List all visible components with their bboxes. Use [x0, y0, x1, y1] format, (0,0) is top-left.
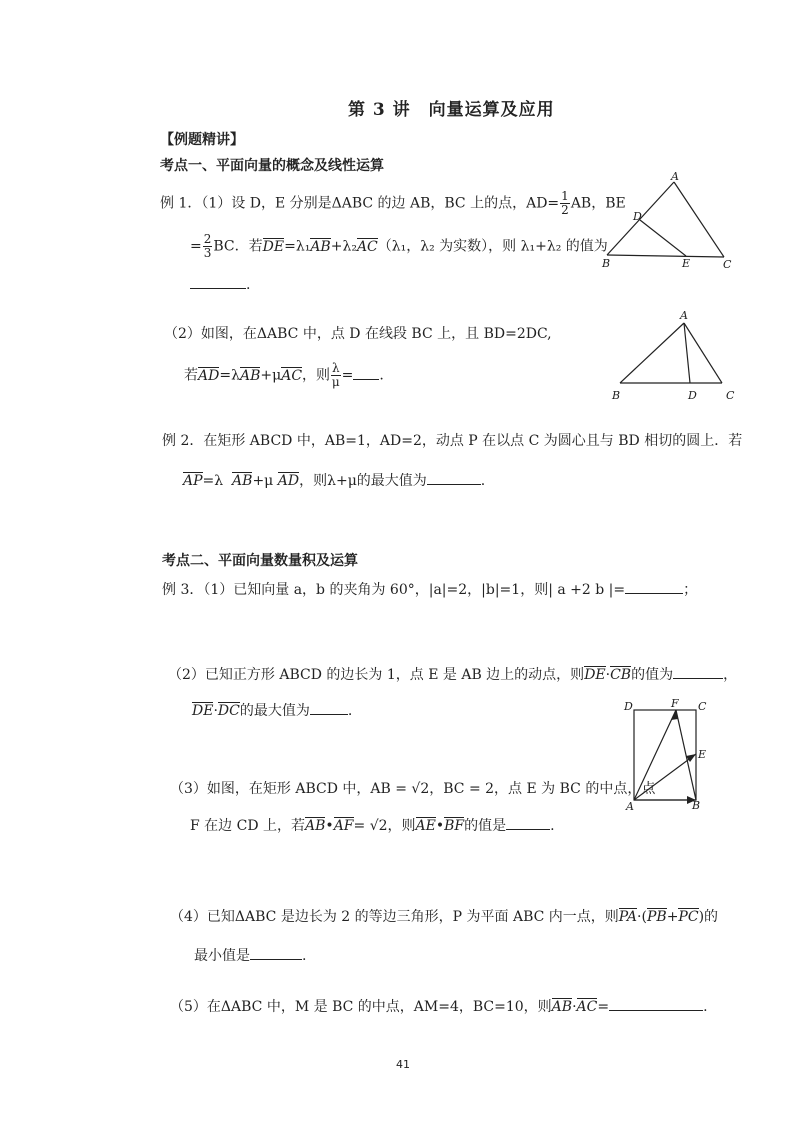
- dot-operator: •: [325, 818, 334, 834]
- vector-AC: AC: [356, 238, 378, 255]
- example-3-4-line-2: [194, 945, 306, 965]
- then-text: ，则: [302, 367, 331, 384]
- example-3-3-line-2: [190, 815, 555, 835]
- ex3-4-text: （4）已知ΔABC 是边长为 2 的等边三角形，P 为平面 ABC 内一点，则: [170, 909, 619, 925]
- fraction-lambda-over-mu: [331, 362, 341, 389]
- period: .: [480, 473, 486, 489]
- comma: ，: [723, 667, 738, 683]
- ex3-5-text: （5）在ΔABC 中，M 是 BC 的中点，AM=4，BC=10，则: [170, 999, 552, 1015]
- dot-operator: •: [435, 818, 445, 834]
- eq-lambda1: =λ₁: [284, 238, 311, 255]
- answer-blank: [609, 998, 703, 1011]
- ex3-3-pre: F 在边 CD 上，若: [190, 818, 306, 834]
- frac-num: λ: [332, 361, 340, 375]
- example-3-2-line-2: [192, 700, 352, 720]
- fig2-label-A: A: [680, 309, 688, 322]
- vector-AB: AB: [232, 473, 253, 489]
- ex3-1-text: 例 3．（1）已知向量 a，b 的夹角为 60°，|a|=2，|b|=1，则| a +2 b |=: [162, 582, 626, 598]
- fig3-label-F: F: [671, 697, 679, 710]
- ex3-2-mid: 的值为: [631, 667, 674, 683]
- vector-DC: DC: [217, 703, 240, 719]
- ex1-1-line2-tail: （λ₁，λ₂ 为实数），则 λ₁+λ₂ 的值为: [377, 238, 608, 255]
- vector-AE: AE: [415, 818, 436, 834]
- fig2-label-D: D: [688, 389, 697, 402]
- vector-DE: DE: [192, 703, 214, 719]
- vector-DE: DE: [262, 238, 285, 255]
- fig1-label-C: C: [723, 258, 732, 270]
- fig3-label-C: C: [698, 700, 707, 713]
- frac-num: 2: [203, 232, 212, 246]
- fig1-label-A: A: [671, 170, 679, 183]
- vector-AB: AB: [239, 367, 261, 384]
- ex3-2-text: （2）已知正方形 ABCD 的边长为 1，点 E 是 AB 边上的动点，则: [168, 667, 585, 683]
- fig3-label-E: E: [698, 748, 707, 761]
- fraction-two-thirds: [203, 233, 213, 260]
- ex1-1-label: 例 1．（1）设 D，E 分别是ΔABC 的边 AB，BC 上的点，AD=: [160, 195, 560, 212]
- fig1-label-B: B: [602, 257, 611, 270]
- example-3-2-line-1: [168, 664, 737, 684]
- period: .: [246, 277, 251, 293]
- ex3-4-line2: 最小值是: [194, 948, 250, 964]
- vector-AD: AD: [198, 367, 220, 384]
- fig1-side-AC: [674, 182, 724, 257]
- answer-blank: [673, 666, 723, 679]
- ex3-2-line2: 的最大值为: [239, 703, 310, 719]
- fig1-segment-DE: [640, 220, 686, 256]
- equals-sign: =: [597, 999, 610, 1015]
- frac-num: 1: [561, 189, 569, 203]
- plus-mu: +μ: [252, 473, 274, 489]
- example-1-1-line-2: [190, 233, 608, 260]
- vector-AP: AP: [183, 473, 203, 489]
- section-header: 【例题精讲】: [160, 132, 244, 148]
- triangle-figure-2: [604, 305, 744, 405]
- example-2-line-1: 例 2．在矩形 ABCD 中，AB=1，AD=2，动点 P 在以点 C 为圆心且与 BD 相切的圆上．若: [162, 433, 743, 449]
- example-1-2-line-1: （2）如图，在ΔABC 中，点 D 在线段 BC 上，且 BD=2DC,: [164, 326, 552, 342]
- period: .: [302, 948, 307, 964]
- vector-AB: AB: [305, 818, 326, 834]
- vector-AB: AB: [310, 238, 331, 255]
- ex1-1-after-frac: AB，BE: [570, 195, 626, 212]
- example-1-1-line-1: [160, 190, 626, 217]
- vector-CB: CB: [610, 667, 632, 683]
- fig2-label-C: C: [726, 389, 735, 402]
- eq-sqrt2: = √2: [353, 818, 388, 834]
- plus-sign: +: [666, 909, 679, 925]
- dot-operator: ·: [213, 703, 218, 719]
- vector-AC: AC: [281, 367, 303, 384]
- answer-blank: [190, 276, 246, 289]
- semicolon: ；: [683, 582, 698, 598]
- example-3-5: [170, 996, 708, 1016]
- dot-paren: ·(: [637, 909, 647, 925]
- vector-PA: PA: [618, 909, 638, 925]
- answer-blank: [310, 702, 348, 715]
- example-3-1: [162, 579, 697, 599]
- then-text: ，则: [387, 818, 416, 834]
- fraction-one-half: [560, 190, 570, 217]
- vector-AB: AB: [551, 999, 573, 1015]
- vector-PB: PB: [646, 909, 667, 925]
- fig3-label-D: D: [624, 700, 633, 713]
- dot-operator: ·: [572, 999, 577, 1015]
- answer-blank: [427, 472, 481, 485]
- example-1-2-line-2: [184, 362, 384, 389]
- rectangle-figure: [620, 696, 716, 816]
- vector-DE: DE: [584, 667, 606, 683]
- fig2-side-AB: [620, 323, 684, 383]
- period: .: [379, 367, 384, 384]
- equals-sign: =: [190, 238, 202, 255]
- triangle-figure-1: [598, 170, 738, 270]
- example-1-1-line-3: [190, 276, 250, 293]
- answer-blank: [506, 817, 550, 830]
- answer-blank: [353, 367, 379, 380]
- example-3-4-line-1: [170, 906, 718, 926]
- vector-PC: PC: [678, 909, 699, 925]
- fig3-arrow-F: [671, 710, 678, 720]
- vector-AD: AD: [277, 473, 300, 489]
- period: .: [550, 818, 555, 834]
- plus-lambda2: +λ₂: [330, 238, 357, 255]
- vector-BF: BF: [444, 818, 465, 834]
- frac-den: μ: [331, 375, 340, 389]
- fig3-label-A: A: [626, 800, 634, 813]
- fig1-label-E: E: [682, 257, 691, 270]
- fig2-label-B: B: [612, 389, 621, 402]
- frac-den: 2: [561, 203, 569, 217]
- ex2-tail: ，则λ+μ的最大值为: [299, 473, 427, 489]
- answer-blank: [625, 581, 683, 594]
- fig3-label-B: B: [692, 799, 701, 812]
- topic-one-heading: 考点一、平面向量的概念及线性运算: [160, 158, 384, 174]
- ex1-1-line2-text: BC．若: [213, 238, 263, 255]
- eq-lambda: =λ: [202, 473, 224, 489]
- fig1-side-BC: [607, 255, 724, 257]
- frac-den: 3: [203, 246, 212, 260]
- equals-sign: =: [341, 367, 354, 384]
- example-3-3-line-1: （3）如图，在矩形 ABCD 中，AB = √2，BC = 2，点 E 为 BC 的中点，点: [170, 781, 656, 797]
- vector-AF: AF: [333, 818, 354, 834]
- if-text: 若: [184, 367, 198, 384]
- period: .: [703, 999, 708, 1015]
- example-2-line-2: [183, 470, 485, 490]
- topic-two-heading: 考点二、平面向量数量积及运算: [162, 553, 358, 569]
- period: .: [347, 703, 353, 719]
- page-number: 41: [396, 1058, 410, 1071]
- page-title: 第 3 讲 向量运算及应用: [348, 100, 555, 120]
- close-paren: )的: [698, 909, 719, 925]
- eq-lambda: =λ: [219, 367, 240, 384]
- vector-AC: AC: [576, 999, 598, 1015]
- fig1-label-D: D: [633, 210, 642, 223]
- answer-blank: [250, 947, 302, 960]
- plus-mu: +μ: [260, 367, 282, 384]
- ex3-3-tail: 的值是: [464, 818, 507, 834]
- dot-operator: ·: [605, 667, 611, 683]
